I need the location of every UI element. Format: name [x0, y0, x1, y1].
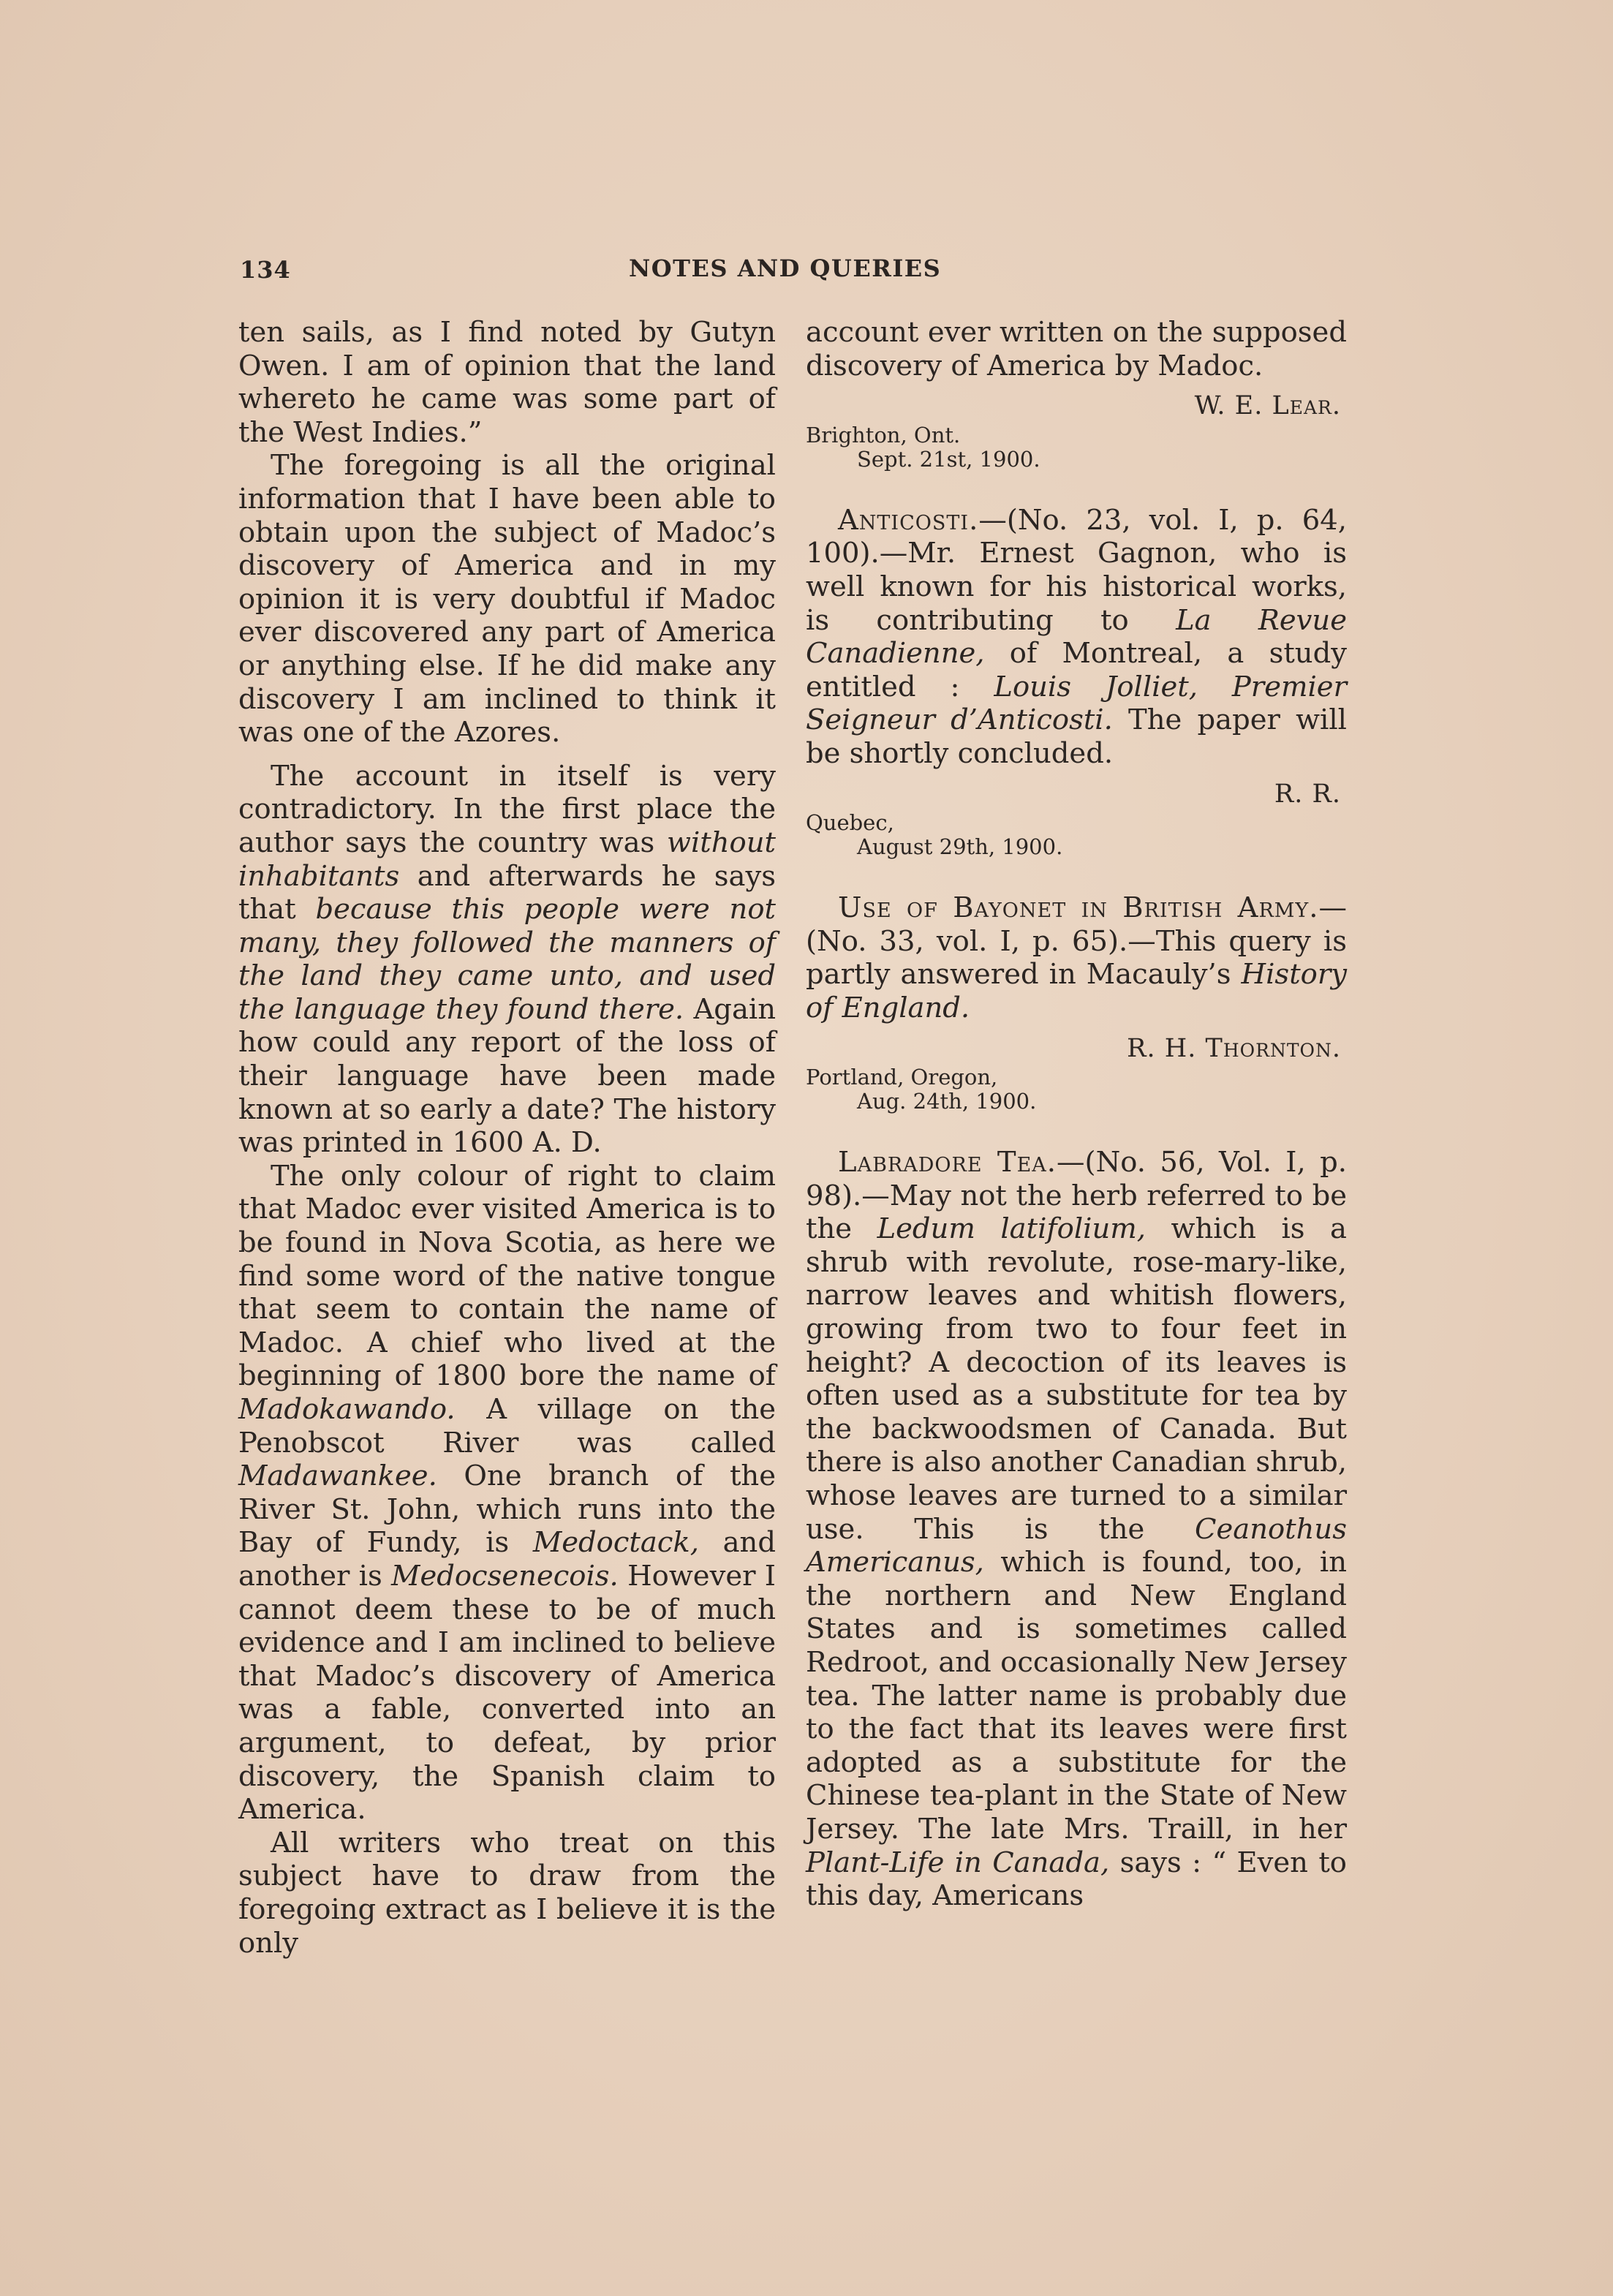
dateline-place: Portland, Oregon, — [806, 1065, 998, 1090]
text-run: says : “ Even to this day, Americans — [806, 1846, 1347, 1913]
right-column — [806, 316, 1347, 1913]
text-run: The only colour of right to claim that Madoc ever visited America is to be found in Nova Scotia, as here we find some word of the native tongue that seem to contain the name of Madoc. A chief who lived at the beginning of 1800 bore the name of — [238, 1159, 776, 1393]
text-run: which is a shrub with revolute, rose-mary-like, narrow leaves and whitish flowers, growing from two to four feet in height? A decoction of its leaves is often used as a substitute for tea by the backwoodsmen of Canada. But there is also another Canadian shrub, whose leaves are turned to a similar use. This is the — [806, 1212, 1347, 1546]
dateline-place: Brighton, Ont. — [806, 422, 961, 448]
text-run: However I cannot deem these to be of much evidence and I am inclined to believe that Madoc’s discovery of America was a fable, converted into an argument, to defeat, by prior discovery, the Spanish claim to America. — [238, 1559, 776, 1827]
italic-run: La Revue Canadienne, — [806, 603, 1347, 671]
page-number: 134 — [240, 256, 291, 284]
left-column — [238, 316, 776, 1960]
dateline-date: Aug. 24th, 1900. — [857, 1089, 1037, 1114]
paragraph-foregoing: The foregoing is all the original information that I have been able to obtain upon the subject of Madoc’s discovery of America and in my opinion it is very doubtful if Madoc ever discovered any part of America or anything else. If he did make any discovery I am inclined to think it was one of the Azores. — [238, 449, 776, 749]
text-run: and another is — [238, 1526, 776, 1593]
entry-labradore-tea — [806, 1146, 1347, 1913]
signature-initials: W. E. — [1194, 391, 1272, 421]
text-run: Again how could any report of the loss of their language have been made known at so early a date? The history was printed in 1600 A. D. — [238, 992, 777, 1160]
entry-anticosti — [806, 504, 1347, 771]
text-run: The account in itself is very contradictory. In the first place the author says the country was — [238, 759, 776, 859]
dateline-portland — [806, 1065, 1347, 1114]
signature-thornton — [806, 1032, 1341, 1066]
italic-run: Madawankee. — [238, 1459, 437, 1493]
text-run: —(No. 56, Vol. I, p. 98).—May not the herb referred to be the — [806, 1146, 1347, 1246]
dateline-date: Sept. 21st, 1900. — [857, 446, 1040, 472]
dateline-place: Quebec, — [806, 810, 894, 836]
signature-initials: R. H. — [1127, 1033, 1206, 1063]
paragraph-account-ever-written: account ever written on the supposed discovery of America by Madoc. — [806, 316, 1347, 382]
dateline-quebec — [806, 811, 1347, 859]
entry-heading: Anticosti. — [838, 503, 979, 537]
signature-surname: Lear. — [1272, 391, 1341, 421]
text-run: —(No. 23, vol. I, p. 64, 100).—Mr. Ernest Gagnon, who is well known for his historical works, is contributing to — [806, 503, 1347, 637]
signature-rr: R. R. — [1274, 779, 1341, 809]
italic-run: Louis Jolliet, Premier Seigneur d’Anticosti. — [806, 670, 1347, 737]
text-run: One branch of the River St. John, which runs into the Bay of Fundy, is — [238, 1459, 776, 1560]
signature-surname: Thornton. — [1205, 1033, 1341, 1063]
entry-heading: Labradore Tea. — [838, 1146, 1057, 1179]
paragraph-colour-of-right — [238, 1160, 776, 1827]
italic-run: Ceanothus Americanus, — [806, 1512, 1347, 1579]
paragraph-madoc-quote-end: ten sails, as I find noted by Gutyn Owen. I am of opinion that the land whereto he came was some part of the West Indies.” — [238, 316, 776, 449]
italic-run: History of England. — [806, 958, 1347, 1024]
italic-run: Madokawando. — [238, 1393, 456, 1426]
text-run: and afterwards he says that — [238, 859, 776, 926]
dateline-date: August 29th, 1900. — [857, 834, 1063, 860]
italic-run: Medocsenecois. — [391, 1559, 619, 1593]
paragraph-all-writers: All writers who treat on this subject have to draw from the foregoing extract as I believe it is the only — [238, 1826, 776, 1960]
dateline-brighton — [806, 423, 1347, 472]
entry-heading: Use of Bayonet in British Army. — [838, 891, 1319, 925]
entry-bayonet — [806, 891, 1347, 1024]
italic-run: because this people were not many, they followed the manners of the land they came unto, and used the language they found there. — [238, 893, 776, 1026]
italic-run: Ledum latifolium, — [877, 1212, 1147, 1246]
italic-run: Plant-Life in Canada, — [806, 1846, 1110, 1879]
text-run: of Montreal, a study entitled : — [806, 637, 1347, 703]
running-head: NOTES AND QUERIES — [629, 254, 942, 282]
signature-lear — [806, 390, 1341, 423]
text-run: which is found, too, in the northern and New England States and is sometimes called Redroot, and occasionally New Jersey tea. The latter name is probably due to the fact that its leaves were first adopted as a substitute for the Chinese tea-plant in the State of New Jersey. The late Mrs. Traill, in her — [806, 1546, 1347, 1846]
italic-run: without inhabitants — [238, 826, 776, 893]
paragraph-account-contradictory — [238, 760, 776, 1160]
italic-run: Medoctack, — [532, 1526, 699, 1560]
text-run: The paper will be shortly concluded. — [806, 703, 1347, 770]
text-run: A village on the Penobscot River was called — [238, 1393, 776, 1459]
text-run: —(No. 33, vol. I, p. 65).—This query is partly answered in Macauly’s — [806, 891, 1347, 992]
